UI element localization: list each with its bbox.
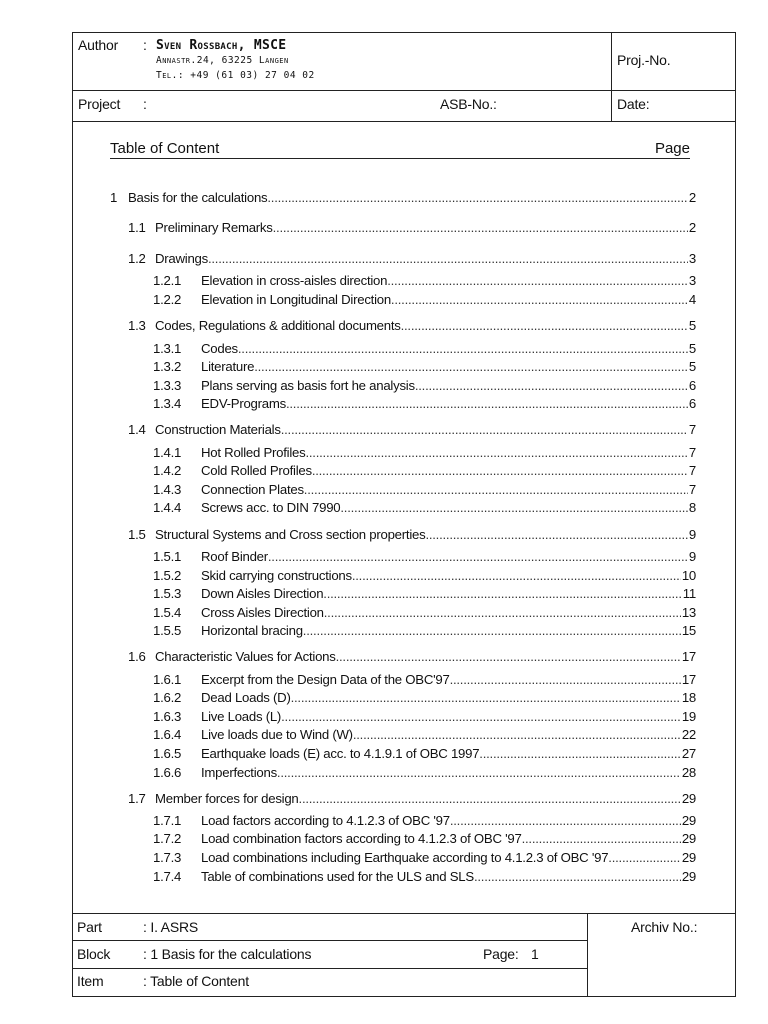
toc-entry-page: 4: [688, 292, 696, 307]
toc-entry-number: 1.2: [128, 251, 146, 266]
toc-entry: [153, 672, 696, 690]
toc-entry: [128, 318, 696, 336]
toc-entry-number: 1.5: [128, 527, 146, 542]
toc-leader-dots: [305, 445, 687, 460]
toc-entry-title: Codes: [201, 341, 238, 356]
author-name: Sven Rossbach, MSCE: [156, 38, 287, 53]
toc-leader-dots: [479, 746, 681, 761]
footer-vertical-rule: [587, 913, 588, 997]
toc-entry-number: 1.6.1: [153, 672, 182, 687]
toc-leader-dots: [522, 831, 681, 846]
toc-leader-dots: [254, 359, 688, 374]
toc-entry-title: Basis for the calculations: [128, 190, 268, 205]
toc-entry-page: 5: [688, 359, 696, 374]
toc-leader-dots: [268, 549, 688, 564]
toc-entry-number: 1.3: [128, 318, 146, 333]
toc-entry-number: 1.5.1: [153, 549, 182, 564]
toc-entry-title: Imperfections: [201, 765, 277, 780]
header-divider-1: [72, 90, 736, 91]
toc-leader-dots: [273, 220, 688, 235]
toc-entry-title: Cold Rolled Profiles: [201, 463, 312, 478]
toc-entry-number: 1.2.1: [153, 273, 182, 288]
toc-leader-dots: [238, 341, 688, 356]
toc-entry-page: 2: [688, 220, 696, 235]
toc-entry: [153, 746, 696, 764]
toc-leader-dots: [281, 709, 681, 724]
toc-leader-dots: [608, 850, 681, 865]
toc-entry: [153, 568, 696, 586]
header-divider-2: [72, 121, 736, 122]
part-value: : I. ASRS: [143, 919, 198, 935]
author-colon: :: [143, 37, 147, 53]
toc-entry-page: 22: [681, 727, 696, 742]
toc-entry-title: Roof Binder: [201, 549, 268, 564]
toc-leader-dots: [450, 813, 681, 828]
footer-top-rule: [72, 913, 736, 914]
toc-entry-page: 5: [688, 318, 696, 333]
toc-leader-dots: [415, 378, 688, 393]
footer-row-rule-2: [72, 968, 587, 969]
toc-entry-page: 9: [688, 549, 696, 564]
toc-entry: [153, 709, 696, 727]
toc-entry: [153, 273, 696, 291]
toc-entry-title: EDV-Programs: [201, 396, 286, 411]
toc-entry: [153, 396, 696, 414]
toc-entry: [153, 623, 696, 641]
toc-entry-page: 29: [681, 850, 696, 865]
toc-leader-dots: [352, 568, 681, 583]
toc-entry-title: Screws acc. to DIN 7990: [201, 500, 341, 515]
author-address: Annastr.24, 63225 Langen: [156, 55, 289, 66]
toc-page-heading: Page: [654, 140, 690, 157]
toc-entry: [153, 292, 696, 310]
toc-leader-dots: [391, 292, 688, 307]
archiv-no-label: Archiv No.:: [631, 919, 698, 935]
toc-leader-dots: [336, 649, 681, 664]
toc-leader-dots: [267, 190, 688, 205]
toc-entry-title: Load combination factors according to 4.1.2.3 of OBC '97: [201, 831, 522, 846]
toc-leader-dots: [277, 765, 681, 780]
toc-entry-number: 1.7.1: [153, 813, 182, 828]
toc-entry-number: 1.6: [128, 649, 146, 664]
toc-entry-title: Down Aisles Direction: [201, 586, 324, 601]
toc-entry-title: Elevation in cross-aisles direction: [201, 273, 388, 288]
toc-entry: [153, 500, 696, 518]
toc-leader-dots: [401, 318, 688, 333]
toc-entry-title: Dead Loads (D): [201, 690, 291, 705]
toc-entry-title: Horizontal bracing: [201, 623, 303, 638]
toc-entry-page: 3: [688, 251, 696, 266]
toc-entry: [153, 378, 696, 396]
toc-entry-number: 1.3.2: [153, 359, 182, 374]
toc-entry-page: 7: [688, 422, 696, 437]
toc-entry-page: 10: [681, 568, 696, 583]
toc-leader-dots: [208, 251, 688, 266]
toc-leader-dots: [304, 482, 688, 497]
toc-entry: [153, 869, 696, 887]
toc-entry-title: Codes, Regulations & additional documents: [155, 318, 401, 333]
toc-entry-number: 1.5.2: [153, 568, 182, 583]
toc-entry-page: 7: [688, 463, 696, 478]
toc-leader-dots: [312, 463, 688, 478]
toc-entry: [153, 831, 696, 849]
toc-entry-title: Excerpt from the Design Data of the OBC'97: [201, 672, 450, 687]
toc-entry-number: 1.5.4: [153, 605, 182, 620]
toc-entry-number: 1.4.4: [153, 500, 182, 515]
proj-no-label: Proj.-No.: [617, 52, 671, 68]
toc-entry-page: 18: [681, 690, 696, 705]
toc-leader-dots: [340, 500, 688, 515]
toc-entry-title: Load factors according to 4.1.2.3 of OBC '97: [201, 813, 450, 828]
toc-leader-dots: [324, 605, 681, 620]
toc-leader-dots: [291, 690, 681, 705]
toc-entry-number: 1.6.3: [153, 709, 182, 724]
toc-entry: [153, 605, 696, 623]
toc-entry-number: 1.4.2: [153, 463, 182, 478]
toc-entry: [153, 549, 696, 567]
project-colon: :: [143, 96, 147, 112]
toc-entry-page: 3: [688, 273, 696, 288]
toc-entry: [128, 251, 696, 269]
toc-entry-page: 29: [681, 869, 696, 884]
toc-entry: [153, 463, 696, 481]
toc-entry-number: 1.6.6: [153, 765, 182, 780]
toc-entry-number: 1.6.5: [153, 746, 182, 761]
toc-entry: [153, 341, 696, 359]
toc-entry-number: 1: [110, 190, 118, 205]
toc-entry-number: 1.5.5: [153, 623, 182, 638]
toc-entry-title: Construction Materials: [155, 422, 281, 437]
toc-entry-page: 29: [681, 791, 696, 806]
toc-entry-title: Structural Systems and Cross section properties: [155, 527, 426, 542]
toc-leader-dots: [450, 672, 681, 687]
toc-entry: [153, 850, 696, 868]
toc-leader-dots: [425, 527, 687, 542]
toc-entry: [128, 527, 696, 545]
toc-entry-page: 7: [688, 445, 696, 460]
toc-entry: [153, 765, 696, 783]
project-label: Project: [78, 96, 121, 112]
toc-entry-title: Preliminary Remarks: [155, 220, 273, 235]
header-vertical-rule: [611, 32, 612, 122]
toc-entry: [153, 359, 696, 377]
toc-entry-number: 1.3.3: [153, 378, 182, 393]
toc-entry-page: 9: [688, 527, 696, 542]
toc-entry-number: 1.2.2: [153, 292, 182, 307]
toc-entry: [128, 220, 696, 238]
toc-entry: [153, 482, 696, 500]
toc-entry-title: Plans serving as basis fort he analysis: [201, 378, 415, 393]
toc-entry-page: 6: [688, 378, 696, 393]
toc-entry-page: 27: [681, 746, 696, 761]
toc-entry-page: 17: [681, 649, 696, 664]
date-label: Date:: [617, 96, 650, 112]
toc-leader-dots: [299, 791, 681, 806]
toc-entry-page: 13: [681, 605, 696, 620]
part-label: Part: [77, 919, 102, 935]
item-value: : Table of Content: [143, 973, 249, 989]
toc-entry-number: 1.4: [128, 422, 146, 437]
toc-entry-number: 1.7.4: [153, 869, 182, 884]
toc-entry-number: 1.6.4: [153, 727, 182, 742]
toc-entry-number: 1.7.3: [153, 850, 182, 865]
toc-entry-number: 1.7: [128, 791, 146, 806]
toc-entry-page: 2: [688, 190, 696, 205]
toc-entry-page: 6: [688, 396, 696, 411]
toc-entry-title: Table of combinations used for the ULS and SLS: [201, 869, 474, 884]
toc-heading-row: [110, 140, 690, 159]
toc-leader-dots: [303, 623, 681, 638]
toc-entry: [128, 791, 696, 809]
toc-entry-title: Skid carrying constructions: [201, 568, 352, 583]
toc-leader-dots: [281, 422, 688, 437]
toc-entry: [128, 649, 696, 667]
toc-entry-page: 7: [688, 482, 696, 497]
toc-entry-page: 29: [681, 813, 696, 828]
toc-entry-title: Live loads due to Wind (W): [201, 727, 353, 742]
toc-leader-dots: [387, 273, 688, 288]
toc-entry-page: 8: [688, 500, 696, 515]
toc-entry-title: Characteristic Values for Actions: [155, 649, 336, 664]
asb-no-label: ASB-No.:: [440, 96, 497, 112]
toc-entry: [128, 422, 696, 440]
toc-entry-page: 29: [681, 831, 696, 846]
toc-entry-page: 17: [681, 672, 696, 687]
toc-entry-title: Literature: [201, 359, 255, 374]
toc-entry-title: Live Loads (L): [201, 709, 282, 724]
toc-entry: [153, 813, 696, 831]
toc-entry-title: Member forces for design: [155, 791, 299, 806]
toc-entry-number: 1.4.1: [153, 445, 182, 460]
toc-leader-dots: [353, 727, 681, 742]
toc-entry-page: 11: [682, 586, 696, 601]
toc-entry: [110, 190, 696, 208]
toc-entry-page: 28: [681, 765, 696, 780]
author-label: Author: [78, 37, 119, 53]
author-phone: Tel.: +49 (61 03) 27 04 02: [156, 70, 315, 81]
footer-row-rule-1: [72, 940, 587, 941]
toc-entry: [153, 690, 696, 708]
toc-entry-number: 1.3.4: [153, 396, 182, 411]
toc-entry-page: 19: [681, 709, 696, 724]
item-label: Item: [77, 973, 104, 989]
toc-leader-dots: [323, 586, 682, 601]
toc-entry: [153, 586, 696, 604]
toc-entry-number: 1.6.2: [153, 690, 182, 705]
toc-entry-page: 15: [681, 623, 696, 638]
toc-entry-title: Hot Rolled Profiles: [201, 445, 306, 460]
toc-entry-number: 1.5.3: [153, 586, 182, 601]
toc-leader-dots: [474, 869, 681, 884]
toc-entry-number: 1.7.2: [153, 831, 182, 846]
toc-entry-title: Load combinations including Earthquake according to 4.1.2.3 of OBC '97: [201, 850, 609, 865]
page-label: Page:: [483, 946, 519, 962]
block-label: Block: [77, 946, 111, 962]
block-value: : 1 Basis for the calculations: [143, 946, 312, 962]
toc-entry-page: 5: [688, 341, 696, 356]
toc-entry: [153, 727, 696, 745]
page-value: 1: [531, 946, 539, 962]
toc-entry-number: 1.1: [128, 220, 146, 235]
toc-entry-title: Connection Plates: [201, 482, 304, 497]
toc-entry: [153, 445, 696, 463]
toc-entry-title: Earthquake loads (E) acc. to 4.1.9.1 of OBC 1997: [201, 746, 480, 761]
toc-entry-number: 1.4.3: [153, 482, 182, 497]
toc-entry-title: Elevation in Longitudinal Direction: [201, 292, 391, 307]
toc-entry-title: Cross Aisles Direction: [201, 605, 324, 620]
toc-entry-number: 1.3.1: [153, 341, 182, 356]
toc-entry-title: Drawings: [155, 251, 208, 266]
toc-heading: Table of Content: [110, 140, 220, 157]
toc-leader-dots: [286, 396, 688, 411]
